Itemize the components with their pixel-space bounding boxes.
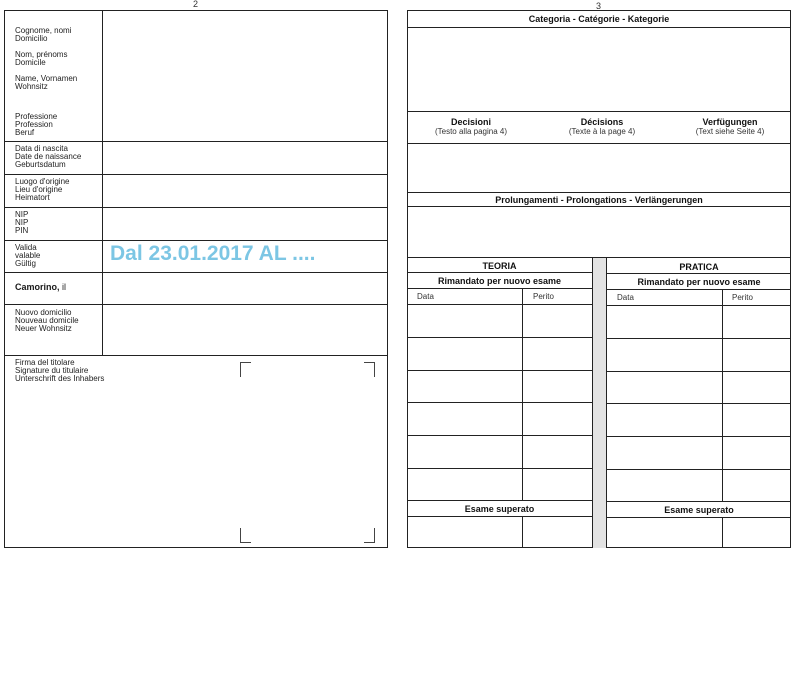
signature-corner-bottom-right — [364, 528, 375, 543]
new-domicile-labels: Nuovo domicilio Nouveau domicile Neuer Wohnsitz — [15, 308, 79, 333]
category-title: Categoria - Catégorie - Kategorie — [528, 14, 670, 24]
theory-passed: Esame superato — [464, 504, 535, 514]
validity-value: Dal 23.01.2017 AL .... — [110, 242, 316, 265]
name-domicile-labels: Cognome, nomi Domicilio Nom, prénoms Domicile Name, Vornamen Wohnsitz — [15, 26, 78, 91]
practice-subtitle: Rimandato per nuovo esame — [637, 277, 761, 287]
pin-labels: NIP NIP PIN — [15, 210, 29, 235]
theory-col-expert: Perito — [533, 292, 554, 301]
profession-labels: Professione Profession Beruf — [15, 112, 58, 137]
validity-labels: Valida valable Gültig — [15, 243, 41, 268]
decisions-de: Verfügungen (Text siehe Seite 4) — [695, 117, 765, 136]
signature-corner-bottom-left — [240, 528, 251, 543]
practice-title: PRATICA — [679, 262, 719, 272]
signature-labels: Firma del titolare Signature du titulaire Unterschrift des Inhabers — [15, 358, 105, 383]
theory-col-date: Data — [417, 292, 434, 301]
theory-subtitle: Rimandato per nuovo esame — [437, 276, 562, 286]
practice-col-date: Data — [617, 293, 634, 302]
theory-title: TEORIA — [482, 261, 517, 271]
practice-passed: Esame superato — [664, 505, 734, 515]
place-date-label: Camorino, il — [15, 282, 67, 292]
signature-corner-top-left — [240, 362, 251, 377]
decisions-it: Decisioni (Testo alla pagina 4) — [434, 117, 508, 136]
exam-column-separator — [592, 258, 607, 548]
signature-corner-top-right — [364, 362, 375, 377]
decisions-fr: Décisions (Texte à la page 4) — [568, 117, 636, 136]
origin-labels: Luogo d'origine Lieu d'origine Heimatort — [15, 177, 70, 202]
birth-date-labels: Data di nascita Date de naissance Geburtsdatum — [15, 144, 82, 169]
extensions-title: Prolungamenti - Prolongations - Verlängerungen — [495, 195, 703, 205]
page-number-left: 2 — [193, 0, 199, 9]
page-number-right: 3 — [596, 1, 602, 11]
practice-col-expert: Perito — [732, 293, 753, 302]
